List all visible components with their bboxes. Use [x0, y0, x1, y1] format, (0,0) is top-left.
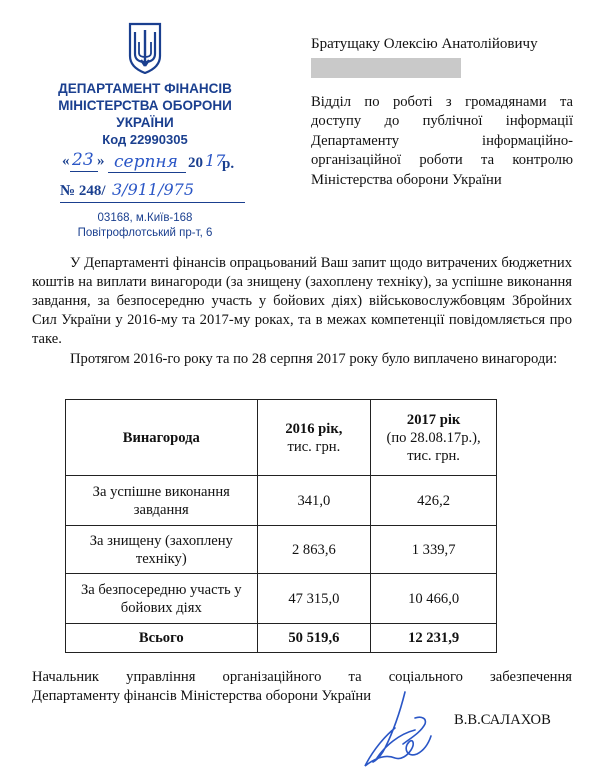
body-paragraph-2: Протягом 2016-го року та по 28 серпня 2017 року було виплачено винагороди: [70, 351, 558, 367]
row-label-line2: техніку) [135, 550, 187, 567]
signatory-position-line2: Департаменту фінансів Міністерства оборони України [32, 688, 372, 704]
row-label-line2: бойових діях [120, 599, 202, 616]
header-2016-title: 2016 рік, [285, 420, 343, 437]
total-2016: 50 519,6 [257, 624, 371, 653]
date-open-quote: « [62, 153, 70, 169]
rewards-table [65, 399, 497, 653]
coat-of-arms-icon [127, 22, 163, 74]
body-paragraph-1: У Департаменті фінансів опрацьований Ваш запит щодо витрачених бюджетних коштів на виплати винагороди (за знищену (захоплену техніку), за успішне виконання завдання, за безпосередню участь у бойових діях) військовослужбовцям Збройних Сил України у 2016-му та 2017-му роках, та в межах компетенції повідомляється про таке. [32, 255, 572, 347]
date-year-prefix: 20 [188, 155, 203, 171]
handwritten-signature [355, 688, 450, 773]
row-label-line1: За безпосередню участь у [80, 581, 242, 598]
date-day: 23 [72, 150, 94, 170]
date-month: серпня [114, 152, 178, 172]
table-row [66, 574, 497, 624]
table-total-row [66, 624, 497, 653]
date-year-suffix: 17 [205, 151, 226, 170]
outgoing-number-underline [60, 202, 245, 203]
department-name-line3: УКРАЇНИ [116, 115, 174, 130]
recipient-department: Відділ по роботі з громадянами та доступу до публічної інформації Департаменту інформаційно-організаційної роботи та контролю Міністерства оборони України [311, 94, 573, 188]
address-line2: Повітрофлотський пр-т, 6 [77, 227, 213, 239]
row-value-2017: 10 466,0 [371, 574, 497, 624]
row-value-2016: 2 863,6 [257, 526, 371, 574]
table-header-row [66, 400, 497, 476]
header-2016 [257, 400, 371, 476]
row-value-2016: 341,0 [257, 476, 371, 526]
header-2017 [371, 400, 497, 476]
row-label-line1: За успішне виконання [92, 483, 230, 500]
row-label [66, 476, 258, 526]
row-value-2016: 47 315,0 [257, 574, 371, 624]
address-line1: 03168, м.Київ-168 [97, 212, 193, 224]
date-close-quote: » [97, 153, 105, 169]
header-2016-unit: тис. грн. [287, 438, 341, 455]
row-label-line1: За знищену (захоплену [89, 532, 233, 549]
department-name-line2: МІНІСТЕРСТВА ОБОРОНИ [58, 98, 232, 113]
recipient-name: Братущаку Олексію Анатолійовичу [311, 36, 538, 52]
department-code: Код 22990305 [102, 132, 188, 147]
date-month-underline [108, 172, 186, 173]
row-label [66, 526, 258, 574]
total-label: Всього [66, 624, 258, 653]
date-day-underline [70, 171, 98, 172]
date-year-unit: р. [222, 156, 235, 172]
header-2017-period: (по 28.08.17р.), [386, 429, 481, 446]
signatory-name: В.В.САЛАХОВ [454, 712, 551, 728]
row-label [66, 574, 258, 624]
row-value-2017: 1 339,7 [371, 526, 497, 574]
row-label-line2: завдання [133, 501, 189, 518]
signatory-position-line1: Начальник управління організаційного та соціального забезпечення [32, 669, 572, 685]
total-2017: 12 231,9 [371, 624, 497, 653]
outgoing-number-label: № 248/ [60, 183, 106, 199]
outgoing-number-value: 3/911/975 [112, 180, 195, 199]
department-name-line1: ДЕПАРТАМЕНТ ФІНАНСІВ [58, 81, 232, 96]
table-row [66, 526, 497, 574]
header-2017-title: 2017 рік [406, 411, 461, 428]
row-value-2017: 426,2 [371, 476, 497, 526]
header-reward: Винагорода [66, 400, 258, 476]
header-2017-unit: тис. грн. [407, 447, 460, 464]
redacted-address-block [311, 58, 461, 78]
table-row [66, 476, 497, 526]
